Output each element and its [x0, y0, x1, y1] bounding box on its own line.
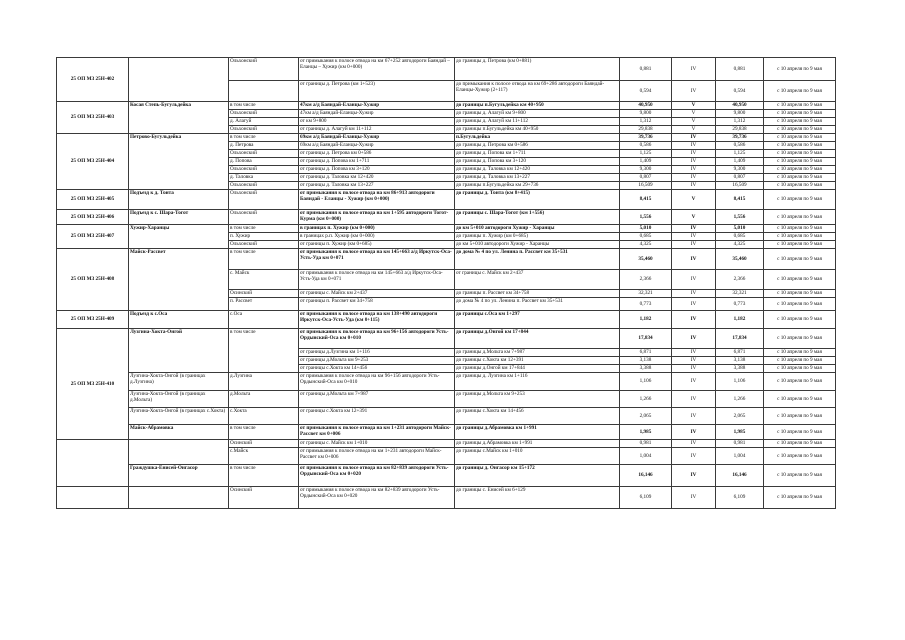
- segment-end-cell: до границы д.Мольта км 7+987: [455, 349, 620, 357]
- restriction-period-cell: с 10 апреля по 9 мая: [764, 249, 836, 270]
- length-cell: 1,266: [620, 391, 672, 408]
- road-name-cell: Майск-Абрамовка: [129, 425, 229, 440]
- category-cell: IV: [672, 373, 716, 391]
- category-cell: IV: [672, 487, 716, 509]
- road-code-cell: 25 ОП МЗ 25Н-410: [57, 329, 129, 440]
- road-name-cell: Хужир-Харанцы: [129, 225, 229, 249]
- category-cell: V: [672, 118, 716, 126]
- restriction-period-cell: с 10 апреля по 9 мая: [764, 118, 836, 126]
- table-row: [57, 58, 836, 81]
- road-code-cell: 25 ОП МЗ 25Н-407: [57, 225, 129, 249]
- category-cell: IV: [672, 408, 716, 425]
- district-cell: с.Хокта: [229, 408, 299, 425]
- length-cell: 16,146: [620, 465, 672, 487]
- road-code-cell: 25 ОП МЗ 25Н-403: [57, 102, 129, 134]
- restricted-length-cell: 1,266: [716, 391, 764, 408]
- segment-start-cell: от примыкания к полосе отвода на км 82+839 автодороги Усть-Ордынский-Оса км 0+020: [299, 465, 455, 487]
- table-row: [57, 440, 836, 448]
- road-code-cell: 25 ОП МЗ 25Н-402: [57, 58, 129, 102]
- length-cell: 39,736: [620, 134, 672, 142]
- district-cell: [229, 81, 299, 102]
- restricted-length-cell: 9,800: [716, 110, 764, 118]
- length-cell: 9,300: [620, 166, 672, 174]
- district-cell: Ольхонский: [229, 210, 299, 225]
- segment-end-cell: до границы п. Хужир (км 0+685): [455, 233, 620, 241]
- road-code-cell: 25 ОП МЗ 25Н-409: [57, 311, 129, 329]
- restricted-length-cell: 17,834: [716, 329, 764, 349]
- restricted-length-cell: 0,594: [716, 81, 764, 102]
- district-cell: Ольхонский: [229, 190, 299, 210]
- category-cell: V: [672, 102, 716, 110]
- segment-start-cell: 47км а/д Баяндай-Еланцы-Хужир: [299, 110, 455, 118]
- segment-start-cell: 69км а/д Баяндай-Еланцы-Хужир: [299, 134, 455, 142]
- length-cell: 0,981: [620, 440, 672, 448]
- category-cell: V: [672, 190, 716, 210]
- category-cell: IV: [672, 241, 716, 249]
- segment-end-cell: до границы п.Бугульдейка км 29+736: [455, 182, 620, 190]
- category-cell: IV: [672, 365, 716, 373]
- restriction-period-cell: с 10 апреля по 9 мая: [764, 142, 836, 150]
- category-cell: IV: [672, 158, 716, 166]
- restriction-period-cell: с 10 апреля по 9 мая: [764, 150, 836, 158]
- segment-start-cell: от примыкания к полосе отвода на км 1+231 автодороги Майск-Рассвет км 0+006: [299, 448, 455, 465]
- category-cell: IV: [672, 225, 716, 233]
- restricted-length-cell: 5,010: [716, 225, 764, 233]
- segment-end-cell: до границы д. Попова км 1+711: [455, 150, 620, 158]
- district-cell: д. Алагуй: [229, 118, 299, 126]
- category-cell: IV: [672, 142, 716, 150]
- restricted-length-cell: 0,807: [716, 174, 764, 182]
- segment-end-cell: до границы д.Мольта км 9+253: [455, 391, 620, 408]
- segment-start-cell: от границы д. Таловка км 13+227: [299, 182, 455, 190]
- table-row: [57, 210, 836, 225]
- length-cell: 1,106: [620, 373, 672, 391]
- table-row: [57, 329, 836, 349]
- restriction-period-cell: с 10 апреля по 9 мая: [764, 190, 836, 210]
- district-cell: Ольхонский: [229, 58, 299, 81]
- category-cell: IV: [672, 298, 716, 311]
- segment-start-cell: от границы д.Мольта км 7+987: [299, 391, 455, 408]
- segment-end-cell: до границы с.Оса км 1+297: [455, 311, 620, 329]
- length-cell: 3,388: [620, 365, 672, 373]
- restricted-length-cell: 8,415: [716, 190, 764, 210]
- restricted-length-cell: 3,138: [716, 357, 764, 365]
- table-row: [57, 225, 836, 233]
- segment-end-cell: до границы с.Хокта км 12+391: [455, 357, 620, 365]
- segment-start-cell: 47км а/д Баяндай-Еланцы-Хужир: [299, 102, 455, 110]
- length-cell: 35,460: [620, 249, 672, 270]
- segment-start-cell: от границы с. Майск км 1+010: [299, 440, 455, 448]
- restriction-period-cell: с 10 апреля по 9 мая: [764, 270, 836, 290]
- segment-start-cell: от км 9+800: [299, 118, 455, 126]
- restriction-period-cell: с 10 апреля по 9 мая: [764, 210, 836, 225]
- segment-end-cell: до границы д.Онгой км 17+844: [455, 329, 620, 349]
- segment-end-cell: до км 5+010 автодороги Хужир - Харанцы: [455, 225, 620, 233]
- restriction-period-cell: с 10 апреля по 9 мая: [764, 241, 836, 249]
- district-cell: Осинский: [229, 487, 299, 509]
- district-cell: Осинский: [229, 440, 299, 448]
- segment-start-cell: от границы д. Попова км 3+120: [299, 166, 455, 174]
- segment-start-cell: от границы с. Майск км 2+437: [299, 290, 455, 298]
- segment-end-cell: до границы с. Енисей км 6+129: [455, 487, 620, 509]
- segment-end-cell: до примыкания к полосе отвода на км 69+286 автодороги Баяндай-Еланцы-Хужир (2+117): [455, 81, 620, 102]
- length-cell: 17,834: [620, 329, 672, 349]
- segment-start-cell: от границы с.Хокта км 14+456: [299, 365, 455, 373]
- restricted-length-cell: 3,388: [716, 365, 764, 373]
- road-name-cell: [129, 440, 229, 465]
- restriction-period-cell: с 10 апреля по 9 мая: [764, 166, 836, 174]
- length-cell: 40,950: [620, 102, 672, 110]
- length-cell: 16,509: [620, 182, 672, 190]
- road-table-body: [57, 58, 836, 509]
- segment-end-cell: до границы с.Хокта км 14+456: [455, 408, 620, 425]
- segment-end-cell: до границы д. Тонта (км 8+415): [455, 190, 620, 210]
- restriction-period-cell: с 10 апреля по 9 мая: [764, 425, 836, 440]
- road-name-cell: Лузгина-Хокта-Онгой (в границах с.Хокта): [129, 408, 229, 425]
- restricted-length-cell: 1,182: [716, 311, 764, 329]
- length-cell: 0,773: [620, 298, 672, 311]
- restriction-period-cell: с 10 апреля по 9 мая: [764, 233, 836, 241]
- segment-start-cell: от примыкания к полосе отвода на км 1+231 автодороги Майск-Рассвет км 0+006: [299, 425, 455, 440]
- road-name-cell: Подъезд к д. Тонта: [129, 190, 229, 210]
- segment-end-cell: до границы п.Бугульдейка км 40+950: [455, 102, 620, 110]
- road-code-cell: [57, 440, 129, 487]
- district-cell: п. Рассвет: [229, 298, 299, 311]
- table-row: [57, 249, 836, 270]
- restricted-length-cell: 6,871: [716, 349, 764, 357]
- restriction-period-cell: с 10 апреля по 9 мая: [764, 440, 836, 448]
- restriction-period-cell: с 10 апреля по 9 мая: [764, 311, 836, 329]
- district-cell: в том числе: [229, 329, 299, 373]
- restricted-length-cell: 2,366: [716, 270, 764, 290]
- table-row: [57, 134, 836, 142]
- restriction-period-cell: с 10 апреля по 9 мая: [764, 110, 836, 118]
- restriction-period-cell: с 10 апреля по 9 мая: [764, 174, 836, 182]
- district-cell: п. Хужир: [229, 233, 299, 241]
- segment-start-cell: от границы д.Мольта км 9+253: [299, 357, 455, 365]
- restricted-length-cell: 32,321: [716, 290, 764, 298]
- table-row: [57, 311, 836, 329]
- category-cell: IV: [672, 311, 716, 329]
- length-cell: 0,881: [620, 58, 672, 81]
- segment-start-cell: от примыкания к полосе отвода на км 1+595 автодороги Тогот-Курма (км 0+000): [299, 210, 455, 225]
- segment-end-cell: до границы п.Бугульдейка км 40+950: [455, 126, 620, 134]
- road-code-cell: 25 ОП МЗ 25Н-404: [57, 134, 129, 190]
- restriction-period-cell: с 10 апреля по 9 мая: [764, 373, 836, 391]
- category-cell: IV: [672, 448, 716, 465]
- segment-start-cell: от примыкания к полосе отвода на км 145+663 а/д Иркутск-Оса-Усть-Уда км 0+071: [299, 249, 455, 270]
- restricted-length-cell: 35,460: [716, 249, 764, 270]
- category-cell: IV: [672, 357, 716, 365]
- table-row: [57, 373, 836, 391]
- segment-start-cell: от примыкания к полосе отвода на км 86+913 автодороги Баяндай - Еланцы - Хужир (км 0+000): [299, 190, 455, 210]
- restricted-length-cell: 9,300: [716, 166, 764, 174]
- district-cell: Ольхонский: [229, 110, 299, 118]
- length-cell: 0,807: [620, 174, 672, 182]
- road-name-cell: Петрово-Бугульдейка: [129, 134, 229, 190]
- restricted-length-cell: 1,312: [716, 118, 764, 126]
- segment-start-cell: от примыкания к полосе отвода на км 145+663 а/д Иркутск-Оса-Усть-Уда км 0+071: [299, 270, 455, 290]
- restriction-period-cell: с 10 апреля по 9 мая: [764, 365, 836, 373]
- restricted-length-cell: 0,773: [716, 298, 764, 311]
- road-name-cell: Лузгина-Хокта-Онгой (в границах д.Мольта): [129, 391, 229, 408]
- category-cell: IV: [672, 58, 716, 81]
- restriction-period-cell: с 10 апреля по 9 мая: [764, 58, 836, 81]
- district-cell: в том числе: [229, 134, 299, 142]
- length-cell: 1,409: [620, 158, 672, 166]
- district-cell: д. Петрова: [229, 142, 299, 150]
- road-name-cell: Лузгина-Хокта-Онгой (в границах д.Лузгина): [129, 373, 229, 391]
- category-cell: IV: [672, 440, 716, 448]
- segment-end-cell: до границы д. Лузгина км 1+116: [455, 373, 620, 391]
- road-code-cell: [57, 487, 129, 509]
- road-table: [56, 57, 836, 509]
- length-cell: 9,800: [620, 110, 672, 118]
- road-name-cell: Майск-Рассвет: [129, 249, 229, 311]
- category-cell: IV: [672, 166, 716, 174]
- table-row: [57, 465, 836, 487]
- table-row: [57, 408, 836, 425]
- restricted-length-cell: 16,146: [716, 465, 764, 487]
- segment-end-cell: до границы д. Алагуй км 9+800: [455, 110, 620, 118]
- segment-start-cell: в границах п. Хужир (км 0+000): [299, 225, 455, 233]
- restricted-length-cell: 0,881: [716, 58, 764, 81]
- district-cell: Осинский: [229, 290, 299, 298]
- length-cell: 8,415: [620, 190, 672, 210]
- table-row: [57, 487, 836, 509]
- length-cell: 5,010: [620, 225, 672, 233]
- length-cell: 1,556: [620, 210, 672, 225]
- restricted-length-cell: 0,586: [716, 142, 764, 150]
- segment-end-cell: до границы д. Попова км 3+120: [455, 158, 620, 166]
- restriction-period-cell: с 10 апреля по 9 мая: [764, 126, 836, 134]
- length-cell: 1,985: [620, 425, 672, 440]
- segment-end-cell: до км 5+010 автодороги Хужир - Харанцы: [455, 241, 620, 249]
- district-cell: Ольхонский: [229, 241, 299, 249]
- restricted-length-cell: 1,409: [716, 158, 764, 166]
- length-cell: 1,004: [620, 448, 672, 465]
- restriction-period-cell: с 10 апреля по 9 мая: [764, 225, 836, 233]
- district-cell: Ольхонский: [229, 182, 299, 190]
- road-name-cell: Косая Степь-Бугульдейка: [129, 102, 229, 134]
- restricted-length-cell: 4,325: [716, 241, 764, 249]
- length-cell: 1,125: [620, 150, 672, 158]
- district-cell: с.Оса: [229, 311, 299, 329]
- district-cell: д. Попова: [229, 158, 299, 166]
- district-cell: д.Мольта: [229, 391, 299, 408]
- restriction-period-cell: с 10 апреля по 9 мая: [764, 182, 836, 190]
- category-cell: V: [672, 110, 716, 118]
- road-name-cell: [129, 58, 229, 102]
- segment-end-cell: до границы д. Петрова км 0+586: [455, 142, 620, 150]
- road-name-cell: Подъезд к с. Шара-Тогот: [129, 210, 229, 225]
- restriction-period-cell: с 10 апреля по 9 мая: [764, 349, 836, 357]
- segment-start-cell: от границы п. Хужир (км 0+685): [299, 241, 455, 249]
- length-cell: 6,871: [620, 349, 672, 357]
- restriction-period-cell: с 10 апреля по 9 мая: [764, 134, 836, 142]
- restriction-period-cell: с 10 апреля по 9 мая: [764, 391, 836, 408]
- segment-end-cell: до границы с. Шара-Тогот (км 1+556): [455, 210, 620, 225]
- length-cell: 0,586: [620, 142, 672, 150]
- district-cell: Ольхонский: [229, 150, 299, 158]
- category-cell: V: [672, 126, 716, 134]
- category-cell: V: [672, 210, 716, 225]
- segment-start-cell: от примыкания к полосе отвода на км 96+156 автодороги Усть-Ордынский-Оса км 0+010: [299, 329, 455, 349]
- table-row: [57, 190, 836, 210]
- category-cell: IV: [672, 150, 716, 158]
- road-code-cell: 25 ОП МЗ 25Н-406: [57, 210, 129, 225]
- category-cell: IV: [672, 249, 716, 270]
- length-cell: 2,065: [620, 408, 672, 425]
- restriction-period-cell: с 10 апреля по 9 мая: [764, 408, 836, 425]
- restricted-length-cell: 16,509: [716, 182, 764, 190]
- length-cell: 1,182: [620, 311, 672, 329]
- restricted-length-cell: 1,556: [716, 210, 764, 225]
- road-name-cell: [129, 487, 229, 509]
- length-cell: 0,594: [620, 81, 672, 102]
- restricted-length-cell: 0,981: [716, 440, 764, 448]
- segment-end-cell: до границы д.Абрамовка км 1+991: [455, 425, 620, 440]
- segment-end-cell: до дома № 4 по ул. Ленина п. Рассвет км 35+531: [455, 249, 620, 270]
- restriction-period-cell: с 10 апреля по 9 мая: [764, 290, 836, 298]
- category-cell: IV: [672, 270, 716, 290]
- restricted-length-cell: 39,736: [716, 134, 764, 142]
- district-cell: в том числе: [229, 249, 299, 270]
- district-cell: в том числе: [229, 465, 299, 487]
- length-cell: 6,109: [620, 487, 672, 509]
- segment-start-cell: от примыкания к полосе отвода на км 67+252 автодороги Баяндай – Еланцы – Хужир (км 0+000): [299, 58, 455, 81]
- segment-start-cell: от границы д. Петрова (км 1+523): [299, 81, 455, 102]
- table-row: [57, 425, 836, 440]
- restricted-length-cell: 1,985: [716, 425, 764, 440]
- road-name-cell: Подъезд к с.Оса: [129, 311, 229, 329]
- road-code-cell: 25 ОП МЗ 25Н-405: [57, 190, 129, 210]
- segment-end-cell: до границы д. Алагуй км 11+112: [455, 118, 620, 126]
- segment-end-cell: до границы д. Петрова (км 0+881): [455, 58, 620, 81]
- category-cell: IV: [672, 81, 716, 102]
- length-cell: 32,321: [620, 290, 672, 298]
- segment-end-cell: до границы с.Майск км 1+010: [455, 448, 620, 465]
- restriction-period-cell: с 10 апреля по 9 мая: [764, 357, 836, 365]
- restricted-length-cell: 1,004: [716, 448, 764, 465]
- restriction-period-cell: с 10 апреля по 9 мая: [764, 81, 836, 102]
- segment-end-cell: до границы д. Таловка км 13+227: [455, 174, 620, 182]
- length-cell: 2,366: [620, 270, 672, 290]
- category-cell: IV: [672, 329, 716, 349]
- segment-start-cell: от примыкания к полосе отвода на км 138+490 автодороги Иркутск-Оса-Усть-Уда (км 0+115): [299, 311, 455, 329]
- category-cell: IV: [672, 391, 716, 408]
- length-cell: 4,325: [620, 241, 672, 249]
- restriction-period-cell: с 10 апреля по 9 мая: [764, 487, 836, 509]
- category-cell: IV: [672, 182, 716, 190]
- segment-end-cell: до границы д.Абрамовка км 1+991: [455, 440, 620, 448]
- segment-start-cell: от границы д. Петрова км 0+586: [299, 150, 455, 158]
- segment-start-cell: от границы п. Рассвет км 34+758: [299, 298, 455, 311]
- restricted-length-cell: 2,065: [716, 408, 764, 425]
- segment-start-cell: 69км а/д Баяндай-Еланцы-Хужир: [299, 142, 455, 150]
- restricted-length-cell: 0,685: [716, 233, 764, 241]
- restricted-length-cell: 40,950: [716, 102, 764, 110]
- category-cell: IV: [672, 134, 716, 142]
- length-cell: 1,312: [620, 118, 672, 126]
- segment-end-cell: до границы п. Рассвет км 34+758: [455, 290, 620, 298]
- road-name-cell: Граждушка-Енисей-Онгасор: [129, 465, 229, 487]
- category-cell: IV: [672, 233, 716, 241]
- segment-start-cell: от границы с.Хокта км 12+391: [299, 408, 455, 425]
- district-cell: с.Майск: [229, 448, 299, 465]
- road-name-cell: Лузгина-Хокта-Онгой: [129, 329, 229, 373]
- table-row: [57, 391, 836, 408]
- district-cell: д. Таловка: [229, 174, 299, 182]
- district-cell: в том числе: [229, 425, 299, 440]
- segment-start-cell: от границы д. Таловка км 12+420: [299, 174, 455, 182]
- segment-start-cell: от границы д.Лузгина км 1+116: [299, 349, 455, 357]
- segment-start-cell: от примыкания к полосе отвода на км 82+839 автодороги Усть-Ордынский-Оса км 0+020: [299, 487, 455, 509]
- district-cell: в том числе: [229, 102, 299, 110]
- district-cell: д.Лузгина: [229, 373, 299, 391]
- category-cell: IV: [672, 290, 716, 298]
- category-cell: IV: [672, 425, 716, 440]
- road-code-cell: 25 ОП МЗ 25Н-408: [57, 249, 129, 311]
- restriction-period-cell: с 10 апреля по 9 мая: [764, 158, 836, 166]
- segment-end-cell: п.Бугульдейка: [455, 134, 620, 142]
- segment-start-cell: в границах р.п. Хужир (км 0+000): [299, 233, 455, 241]
- table-row: [57, 102, 836, 110]
- restricted-length-cell: 6,109: [716, 487, 764, 509]
- restriction-period-cell: с 10 апреля по 9 мая: [764, 329, 836, 349]
- length-cell: 3,138: [620, 357, 672, 365]
- district-cell: Ольхонский: [229, 126, 299, 134]
- restriction-period-cell: с 10 апреля по 9 мая: [764, 448, 836, 465]
- segment-end-cell: до границы д. Таловка км 12+420: [455, 166, 620, 174]
- segment-start-cell: от границы д. Алагуй км 11+112: [299, 126, 455, 134]
- category-cell: IV: [672, 465, 716, 487]
- category-cell: IV: [672, 349, 716, 357]
- restricted-length-cell: 29,838: [716, 126, 764, 134]
- district-cell: в том числе: [229, 225, 299, 233]
- restriction-period-cell: с 10 апреля по 9 мая: [764, 465, 836, 487]
- segment-end-cell: от границы с. Майск км 2+437: [455, 270, 620, 290]
- length-cell: 29,838: [620, 126, 672, 134]
- restricted-length-cell: 1,125: [716, 150, 764, 158]
- segment-end-cell: до границы д.Онгой км 17+844: [455, 365, 620, 373]
- restriction-period-cell: с 10 апреля по 9 мая: [764, 102, 836, 110]
- restricted-length-cell: 1,106: [716, 373, 764, 391]
- length-cell: 0,685: [620, 233, 672, 241]
- segment-end-cell: до дома № 4 по ул. Ленина п. Рассвет км 35+531: [455, 298, 620, 311]
- segment-start-cell: от границы д. Попова км 1+711: [299, 158, 455, 166]
- segment-end-cell: до границы д. Онгасор км 15+172: [455, 465, 620, 487]
- document-page: [56, 57, 836, 509]
- district-cell: Ольхонский: [229, 166, 299, 174]
- restriction-period-cell: с 10 апреля по 9 мая: [764, 298, 836, 311]
- category-cell: IV: [672, 174, 716, 182]
- segment-start-cell: от примыкания к полосе отвода на км 96+156 автодороги Усть-Ордынский-Оса км 0+010: [299, 373, 455, 391]
- district-cell: с. Майск: [229, 270, 299, 290]
